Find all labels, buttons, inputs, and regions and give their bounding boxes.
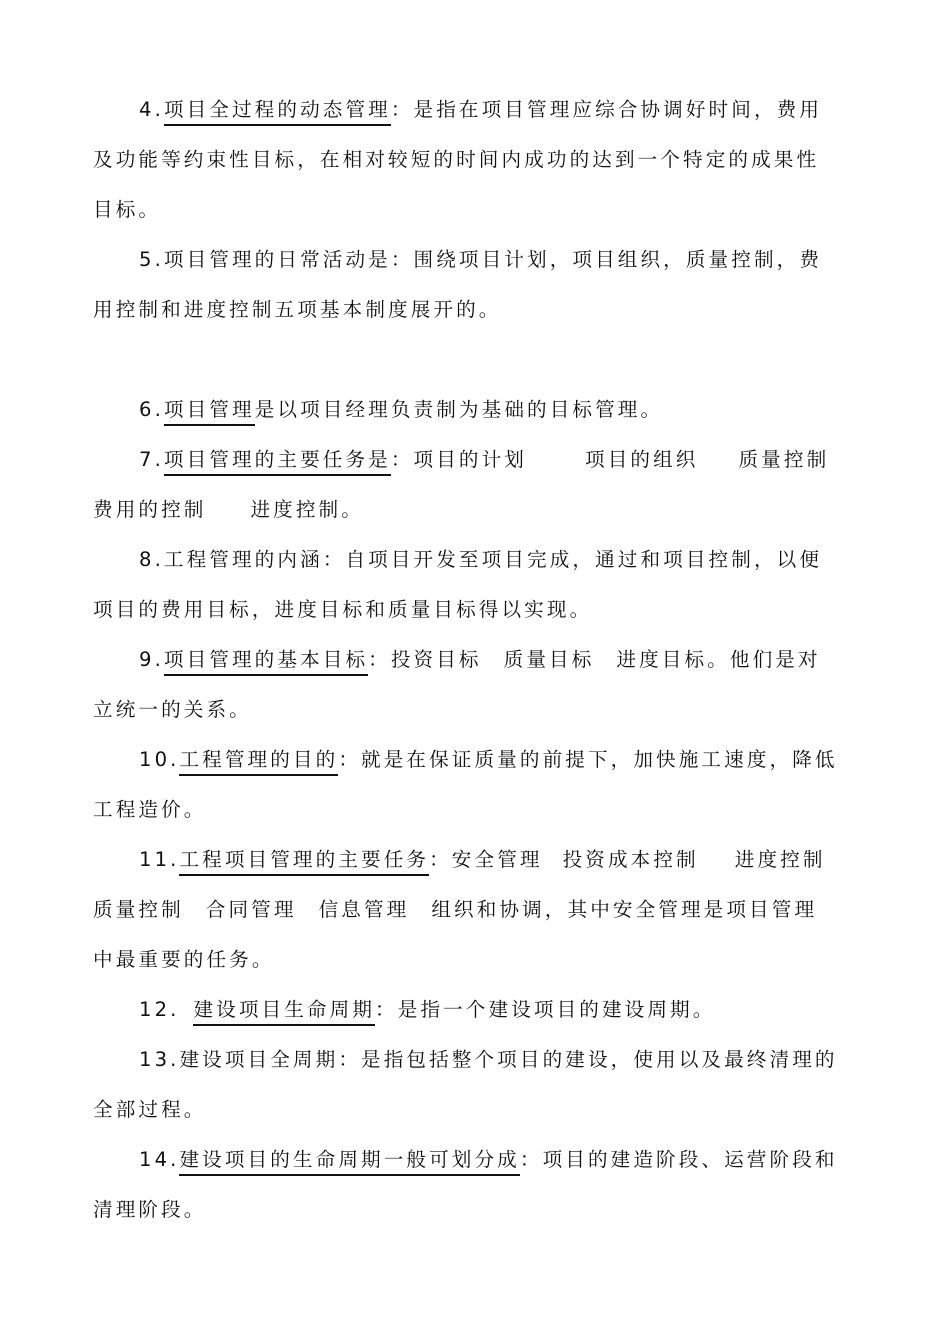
task-item: 进度控制。	[250, 498, 364, 521]
definition-text: ：是指一个建设项目的建设周期。	[375, 998, 716, 1021]
item-13-line-1	[139, 1046, 861, 1074]
task-item: 信息管理	[318, 898, 410, 921]
item-number: 4.	[139, 98, 164, 121]
definition-text: ：就是在保证质量的前提下，加快施工速度，降低	[338, 748, 838, 771]
task-item: 项目的组织	[585, 448, 699, 471]
task-item: 投资成本控制	[562, 848, 699, 871]
item-number: 5.	[139, 248, 164, 271]
underlined-term: 工程管理的目的	[179, 748, 338, 776]
item-7-line-1	[139, 446, 861, 474]
item-5-line-1	[139, 246, 861, 274]
definition-text: ：是指在项目管理应综合协调好时间，费用	[390, 98, 823, 121]
underlined-term: 项目管理的主要任务是	[164, 448, 391, 476]
item-14-line-2: 清理阶段。	[93, 1198, 207, 1221]
item-12-line-1	[139, 996, 861, 1024]
item-number: 12.	[139, 998, 180, 1021]
task-item: 质量控制	[738, 448, 830, 471]
goal-item: 质量目标	[503, 648, 595, 671]
item-11-line-1	[139, 846, 861, 874]
underlined-term: 项目管理	[164, 398, 255, 426]
item-11-line-2	[93, 896, 863, 924]
definition-text: ：项目的建造阶段、运营阶段和	[519, 1148, 838, 1171]
item-10-line-2: 工程造价。	[93, 798, 207, 821]
item-11-line-3: 中最重要的任务。	[93, 948, 275, 971]
task-item: ：安全管理	[429, 848, 543, 871]
item-5-line-2: 用控制和进度控制五项基本制度展开的。	[93, 298, 502, 321]
item-number: 7.	[139, 448, 164, 471]
item-number: 9.	[139, 648, 164, 671]
item-4-line-2: 及功能等约束性目标，在相对较短的时间内成功的达到一个特定的成果性	[93, 148, 820, 171]
item-14-line-1	[139, 1146, 861, 1174]
item-4-line-1	[139, 96, 861, 124]
item-10-line-1	[139, 746, 861, 774]
item-8-line-1	[139, 546, 861, 574]
task-item: 费用的控制	[93, 498, 207, 521]
goal-item: 进度目标。他们是对	[616, 648, 821, 671]
item-8-line-2: 项目的费用目标，进度目标和质量目标得以实现。	[93, 598, 593, 621]
definition-text: 建设项目全周期：是指包括整个项目的建设，使用以及最终清理的	[179, 1048, 838, 1071]
item-6-line-1	[139, 396, 861, 424]
definition-text: 工程管理的内涵：自项目开发至项目完成，通过和项目控制，以便	[163, 548, 823, 571]
definition-text: 项目管理的日常活动是：围绕项目计划，项目组织，质量控制，费	[163, 248, 823, 271]
definition-text: 是以项目经理负责制为基础的目标管理。	[254, 398, 664, 421]
item-7-line-2	[93, 496, 863, 524]
item-number: 14.	[139, 1148, 180, 1171]
task-item: 进度控制	[734, 848, 826, 871]
task-item: ：项目的计划	[390, 448, 528, 471]
task-item: 质量控制	[93, 898, 184, 921]
item-13-line-2: 全部过程。	[93, 1098, 207, 1121]
underlined-term: 项目管理的基本目标	[164, 648, 368, 676]
task-item: 组织和协调，其中安全管理是项目管理	[431, 898, 818, 921]
underlined-term: 项目全过程的动态管理	[164, 98, 391, 126]
item-number: 8.	[139, 548, 164, 571]
task-item: 合同管理	[205, 898, 297, 921]
item-number: 11.	[139, 848, 180, 871]
item-number: 13.	[139, 1048, 180, 1071]
goal-item: ：投资目标	[368, 648, 482, 671]
item-9-line-1	[139, 646, 861, 674]
item-9-line-2: 立统一的关系。	[93, 698, 252, 721]
item-number: 6.	[139, 398, 164, 421]
underlined-term: 建设项目的生命周期一般可划分成	[179, 1148, 519, 1176]
underlined-term: 工程项目管理的主要任务	[179, 848, 429, 876]
underlined-term: 建设项目生命周期	[193, 998, 375, 1026]
item-4-line-3: 目标。	[93, 198, 162, 221]
item-number: 10.	[139, 748, 180, 771]
